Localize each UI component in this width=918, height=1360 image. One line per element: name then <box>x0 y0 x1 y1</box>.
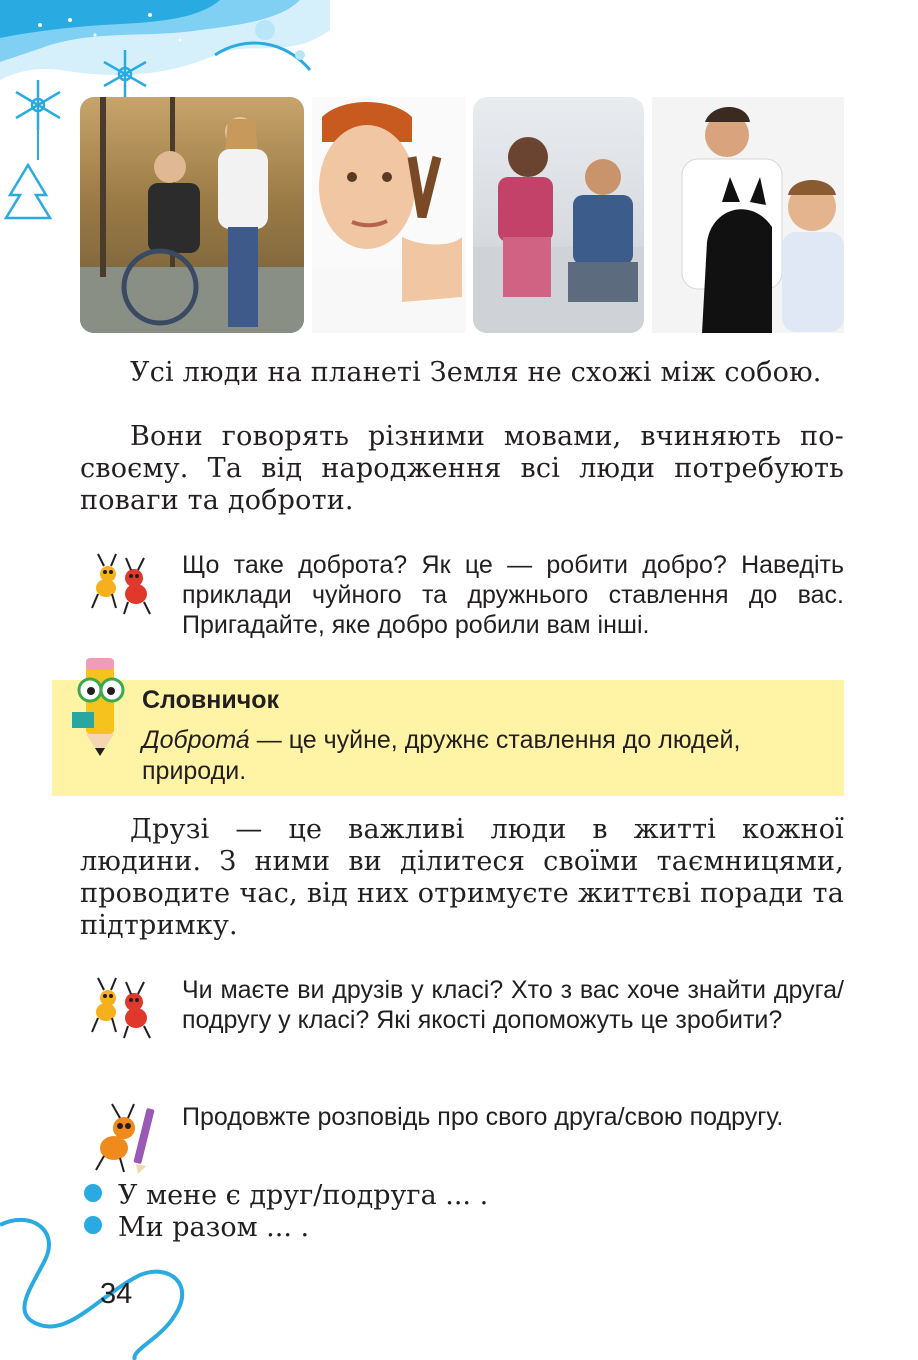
list-item-text: У мене є друг/подруга ... . <box>118 1180 489 1211</box>
christmas-tree-icon <box>6 165 50 218</box>
snowflake-icon <box>16 80 60 130</box>
page-number: 34 <box>100 1278 133 1310</box>
paragraph-people-differ <box>80 357 844 389</box>
ant-with-pencil-icon <box>86 1098 160 1176</box>
photo-girl-helping-man-in-wheelchair <box>80 97 304 333</box>
paragraph-text: Друзі — це важливі люди в житті кожної людини. З ними ви ділитеся своїми таємницями, проводите час, від них отримуєте життєві поради та підтримку. <box>80 814 844 941</box>
task-what-is-kindness: Що таке доброта? Як це — робити добро? Наведіть приклади чуйного та дружнього ставлення до вас. Пригадайте, яке добро робили вам інші. <box>182 551 844 639</box>
ants-pair-icon <box>86 546 160 616</box>
paragraph-friends <box>80 814 844 942</box>
ants-pair-icon <box>86 970 160 1040</box>
paragraph-text: Вони говорять різними мовами, вчиняють по-своєму. Та від народження всі люди потребують поваги та доброти. <box>80 421 844 516</box>
glossary-term: Доброта́ <box>142 726 250 754</box>
photo-father-comforting-daughter <box>473 97 644 333</box>
glossary-definition-text: — це чуйне, дружнє ставлення до людей, природи. <box>142 726 741 785</box>
pencil-with-glasses-icon <box>62 654 138 760</box>
photo-boy-with-slingshot <box>312 97 466 333</box>
paragraph-respect-kindness <box>80 421 844 517</box>
bullet-dot <box>84 1184 102 1202</box>
task-tell-about-friend: Продовжте розповідь про свого друга/свою подругу. <box>182 1103 784 1131</box>
task-friends-in-class: Чи маєте ви друзів у класі? Хто з вас хоче знайти друга/подругу у класі? Які якості допоможуть це зробити? <box>182 976 844 1034</box>
glossary-title: Словничок <box>142 686 280 714</box>
glossary-definition <box>142 725 836 787</box>
photo-vet-and-boy-with-dog <box>652 97 844 333</box>
list-item-text: Ми разом ... . <box>118 1212 310 1243</box>
paragraph-text: Усі люди на планеті Земля не схожі між собою. <box>130 357 822 388</box>
